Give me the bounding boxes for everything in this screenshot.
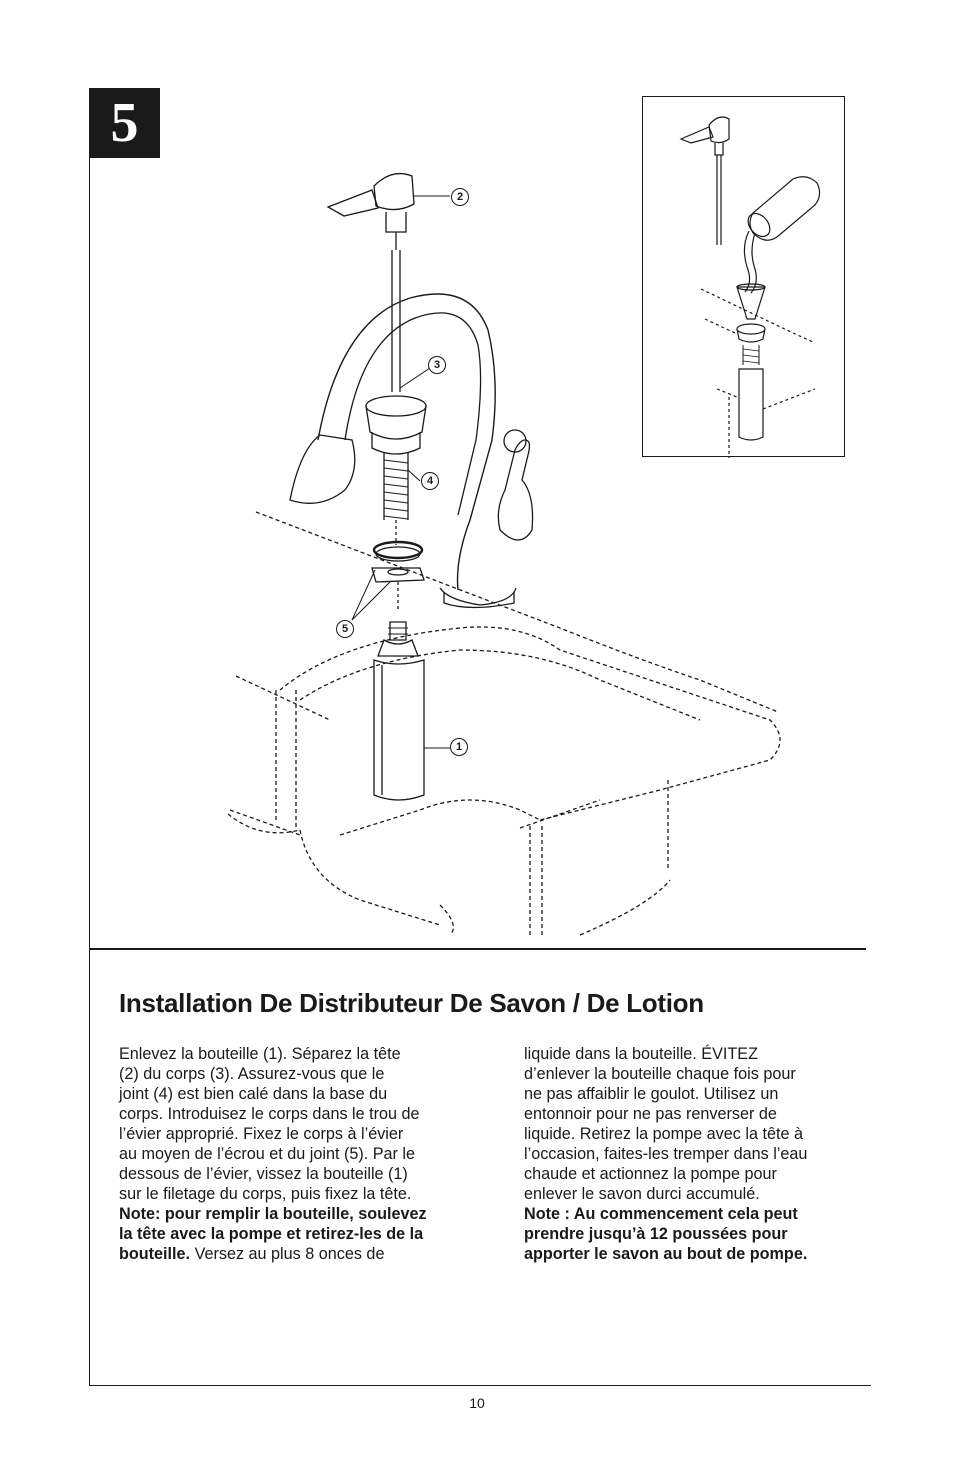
- text-fragment: Versez au plus 8 onces de: [194, 1245, 385, 1263]
- text-line: Enlevez la bouteille (1). Séparez la tête: [119, 1045, 401, 1063]
- inset-bottle: [744, 177, 820, 241]
- mixed-line: [119, 1244, 491, 1264]
- callout-1: 1: [450, 738, 468, 756]
- countertop-outline: [230, 512, 778, 935]
- filling-inset-illustration: [642, 96, 845, 457]
- text-line: l’occasion, faites-les tremper dans l’eau: [524, 1145, 808, 1163]
- note-line: Note : Au commencement cela peut: [524, 1205, 798, 1223]
- left-frame-rule: [89, 158, 90, 1386]
- text-line: liquide. Retirez la pompe avec la tête à: [524, 1125, 803, 1143]
- text-line: enlever le savon durci accumulé.: [524, 1185, 760, 1203]
- thread-lines: [384, 460, 408, 519]
- page-number: 10: [469, 1395, 485, 1411]
- inset-funnel: [737, 284, 765, 319]
- text-line: l’évier approprié. Fixez le corps à l’évier: [119, 1125, 404, 1143]
- pump-body: [366, 396, 426, 545]
- text-line: entonnoir pour ne pas renverser de: [524, 1105, 777, 1123]
- callout-leaders: [352, 196, 450, 748]
- text-line: chaude et actionnez la pompe pour: [524, 1165, 777, 1183]
- text-line: sur le filetage du corps, puis fixez la tête.: [119, 1185, 412, 1203]
- nut-and-washer: [372, 542, 424, 610]
- inset-pump-head: [681, 117, 729, 245]
- text-line: d’enlever la bouteille chaque fois pour: [524, 1065, 796, 1083]
- sink-basin-outline: [228, 627, 780, 935]
- callout-5: 5: [336, 620, 354, 638]
- callout-2: 2: [451, 188, 469, 206]
- note-line: apporter le savon au bout de pompe.: [524, 1245, 808, 1263]
- text-line: joint (4) est bien calé dans la base du: [119, 1085, 388, 1103]
- pump-head: [328, 174, 414, 392]
- note-line: prendre jusqu’à 12 poussées pour: [524, 1225, 788, 1243]
- section-divider: [89, 948, 866, 950]
- text-line: (2) du corps (3). Assurez-vous que le: [119, 1065, 385, 1083]
- text-line: au moyen de l’écrou et du joint (5). Par le: [119, 1145, 416, 1163]
- text-line: liquide dans la bouteille. ÉVITEZ: [524, 1045, 758, 1063]
- step-number: 5: [110, 92, 139, 154]
- inset-pump-body: [737, 324, 765, 440]
- text-line: ne pas affaiblir le goulot. Utilisez un: [524, 1085, 779, 1103]
- soap-bottle: [374, 622, 424, 800]
- footer-rule: [89, 1385, 871, 1386]
- instructions-left-column: [119, 1044, 491, 1264]
- note-line: bouteille.: [119, 1245, 191, 1263]
- instructions-right-column: [524, 1044, 869, 1264]
- inset-countertop: [701, 289, 815, 458]
- note-line: Note: pour remplir la bouteille, soulevez: [119, 1205, 427, 1223]
- text-line: corps. Introduisez le corps dans le trou de: [119, 1105, 420, 1123]
- text-line: dessous de l’évier, vissez la bouteille (1): [119, 1165, 408, 1183]
- section-title: Installation De Distributeur De Savon / De Lotion: [119, 988, 704, 1018]
- note-line: la tête avec la pompe et retirez-les de la: [119, 1225, 424, 1243]
- faucet: [290, 294, 533, 608]
- callout-4: 4: [421, 472, 439, 490]
- callout-3: 3: [428, 356, 446, 374]
- step-number-badge: [89, 88, 160, 158]
